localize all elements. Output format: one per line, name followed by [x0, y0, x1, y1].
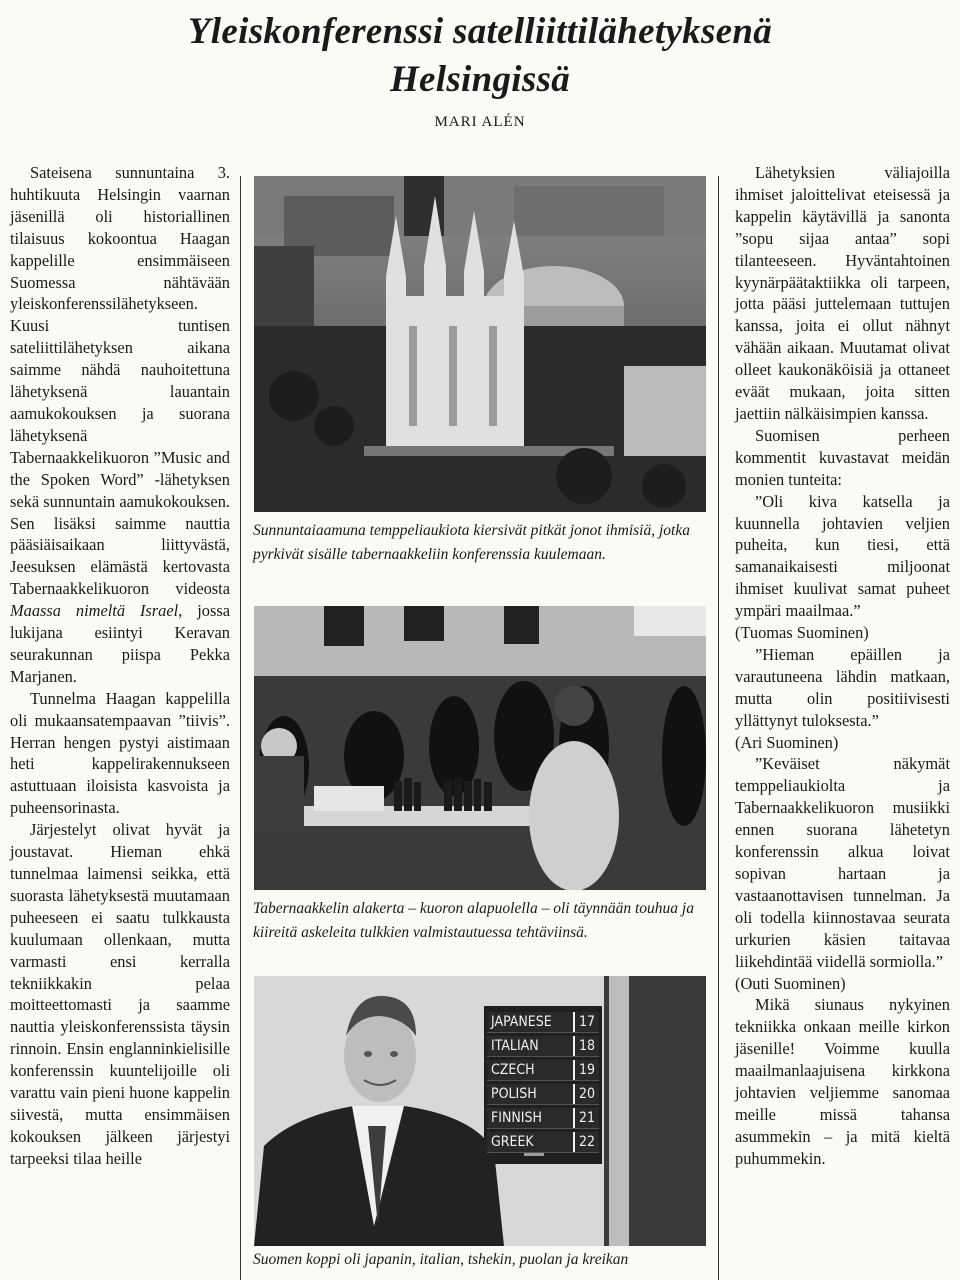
finnish-booth-photo: [254, 976, 706, 1246]
left-paragraph-2: Tunnelma Haagan kappelilla oli mukaansatempaavan ”tiivis”. Herran hengen pystyi aistimaan heti kappelirakennukseen astuttuaan iloisista kasvoista ja puheensorinasta.: [10, 688, 230, 818]
quote-tuomas: ”Oli kiva katsella ja kuunnella johtavien veljien puheita, kun tiesi, että samanaikaisesti miljoonat ihmiset kuulivat samat puheet ympäri maailmaa.”: [735, 491, 950, 621]
language-board-row: [487, 1012, 599, 1033]
language-name: ITALIAN: [491, 1038, 539, 1054]
attribution-outi: (Outi Suominen): [735, 973, 846, 993]
language-channel-number: 19: [573, 1060, 595, 1080]
left-paragraph-3: Järjestelyt olivat hyvät ja joustavat. Hieman ehkä tunnelmaa laimensi seikka, että suorasta lähetyksestä muutamaan puheeseen ei saatu tulkkausta kuulumaan ollenkaan, mutta varmasti ensi kerralla tekniikkakin pelaa moitteettomasti ja saamme nauttia yleiskonferenssista täysin rinnoin. Ensin englanninkielisille konferenssin kuuntelijoille oli varattu vain pieni huone kappelin siivestä, mutta ensimmäisen kokouksen jälkeen järjestyi tarpeeksi tilaa heille: [10, 820, 230, 1168]
article-title-line1: Yleiskonferenssi satelliittilähetyksenä: [187, 11, 773, 52]
article-title-line2: Helsingissä: [389, 59, 571, 100]
left-text-column: [10, 162, 230, 1170]
left-paragraph-1-end: , jossa lukijana esiintyi Keravan seurakunnan piispa Pekka Marjanen.: [10, 601, 230, 686]
language-board-row: [487, 1084, 599, 1105]
left-paragraph-1: [10, 162, 230, 688]
author-byline: MARI ALÉN: [434, 114, 526, 130]
language-channel-number: 21: [573, 1108, 595, 1128]
attribution-ari: (Ari Suominen): [735, 732, 839, 752]
photo3-caption: Suomen koppi oli japanin, italian, tshekin, puolan ja kreikan: [253, 1251, 629, 1268]
language-name: GREEK: [491, 1134, 534, 1150]
attribution-tuomas: (Tuomas Suominen): [735, 623, 869, 643]
language-board-row: [487, 1036, 599, 1057]
language-name: JAPANESE: [491, 1014, 552, 1030]
article-title: [0, 8, 960, 104]
language-name: POLISH: [491, 1086, 537, 1102]
quote-ari: ”Hieman epäillen ja varautuneena lähdin matkaan, mutta olin positiivisesti yllättynyt tuloksesta.”: [735, 644, 950, 730]
column-rule-right: [718, 176, 719, 1280]
temple-square-photo: [254, 176, 706, 512]
language-board-row: [487, 1132, 599, 1153]
language-name: CZECH: [491, 1062, 535, 1078]
language-channel-number: 17: [573, 1012, 595, 1032]
tabernacle-basement-photo: [254, 606, 706, 890]
quote-outi: ”Keväiset näkymät temppeliaukiolta ja Tabernaakkelikuoron musiikki ennen suorana lähetetyn konferenssin alkua loivat sopivan hartaan ja vastaanottavisen tunnelman. Ja oli todella kiinnostavaa seurata urkurien käsien taitavaa liikehdintää viidellä sormiolla.”: [735, 754, 950, 971]
photo1-caption: Sunnuntaiaamuna temppeliaukiota kiersivät pitkät jonot ihmisiä, jotka pyrkivät sisälle tabernaakkeliin konferenssia kuulemaan.: [253, 522, 690, 563]
language-channel-number: 22: [573, 1132, 595, 1152]
right-paragraph-3: Mikä siunaus nykyinen tekniikka onkaan meille kirkon jäsenille! Voimme kuulla maailmanlaajuisena kirkkona johtavien veljiemme sanomaa meille missä tahansa asummekin – ja mitä kieltä puhummekin.: [735, 995, 950, 1168]
video-title: Maassa nimeltä Israel: [10, 601, 179, 621]
language-board-row: [487, 1108, 599, 1129]
language-channel-board: [487, 1012, 599, 1156]
language-channel-number: 18: [573, 1036, 595, 1056]
language-name: FINNISH: [491, 1110, 542, 1126]
language-board-row: [487, 1060, 599, 1081]
language-channel-number: 20: [573, 1084, 595, 1104]
left-paragraph-1-text: Sateisena sunnuntaina 3. huhtikuuta Helsingin vaarnan jäsenillä oli historiallinen tilaisuus kokoontua Haagan kappelille ensimmäiseen Suomessa nähtävään yleiskonferenssilähetykseen. Kuusi tuntisen sateliittilähetyksen aikana saimme nähdä nauhoitettuna lähetyksenä lauantain aamukokouksen ja suorana lähetyksenä Tabernaakkelikuoron ”Music and the Spoken Word” -lähetyksen sekä sunnuntain aamukokouksen. Sen lisäksi saimme nauttia pääsiäisaikaan liittyvästä, Jeesuksen elämästä kertovasta Tabernaakkelikuoron videosta: [10, 163, 230, 599]
right-paragraph-2: Suomisen perheen kommentit kuvastavat meidän monien tunteita:: [735, 425, 950, 489]
photo2-caption: Tabernaakkelin alakerta – kuoron alapuolella – oli täynnään touhua ja kiireitä askeleita tulkkien valmistautuessa tehtäviinsä.: [253, 900, 694, 941]
column-rule-left: [240, 176, 241, 1280]
right-paragraph-1: Lähetyksien väliajoilla ihmiset jaloittelivat eteisessä ja kappelin käytävillä ja sanonta ”sopu sijaa antaa” sopi tilanteeseen. Hyväntahtoinen kyynärpäätaktiikka oli tarpeen, jotta pääsi juttelemaan tuttujen kanssa, joita ei ollut nähnyt vähään aikaan. Muutamat olivat olleet kaukonäköisiä ja ottaneet eväät mukaan, joita sitten jaettiin nälkäisimpien kanssa.: [735, 163, 950, 423]
right-text-column: [735, 162, 950, 1170]
